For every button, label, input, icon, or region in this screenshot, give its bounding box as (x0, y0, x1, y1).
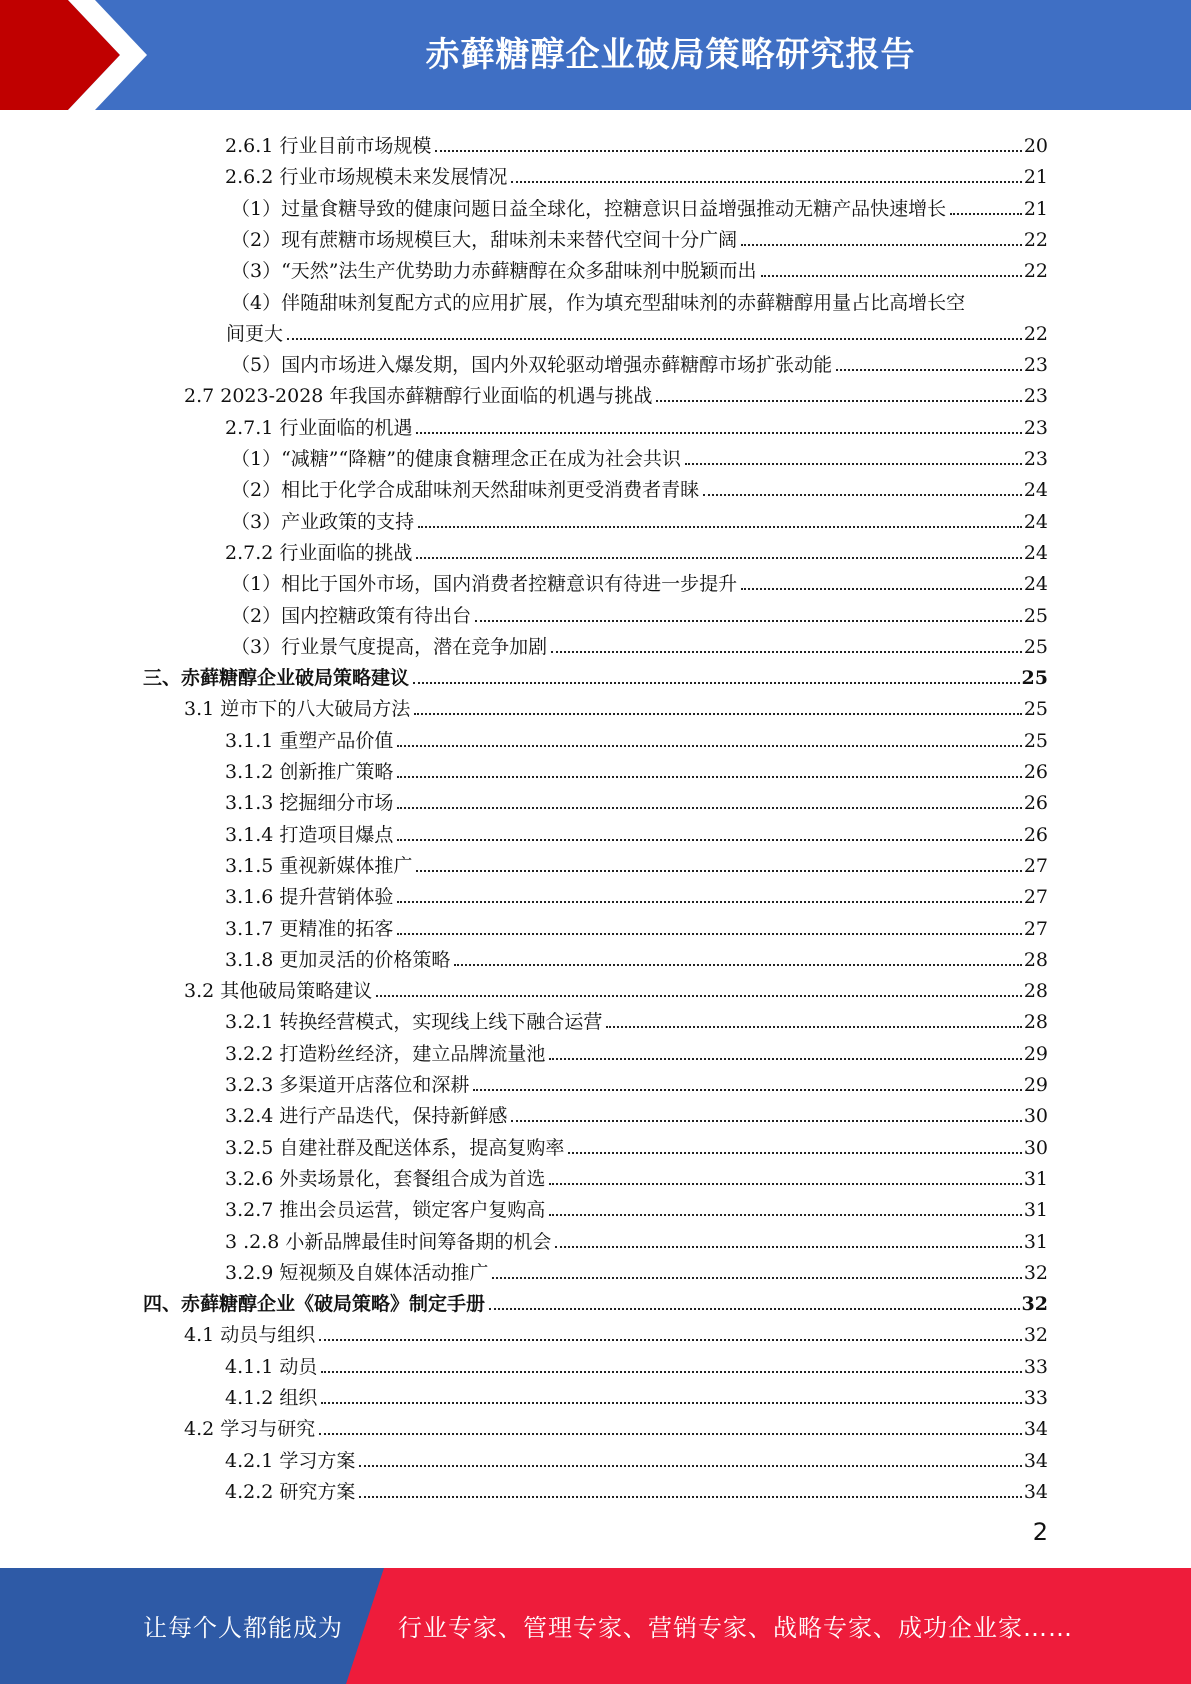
toc-entry-continued[interactable] (226, 315, 1048, 346)
toc-leader-dots (549, 1214, 1021, 1216)
toc-entry-page: 23 (1023, 448, 1048, 470)
toc-entry-label: 3.2.5 自建社群及配送体系，提高复购率 (225, 1136, 565, 1159)
toc-entry-label: （4）伴随甜味剂复配方式的应用扩展，作为填充型甜味剂的赤藓糖醇用量占比高增长空 (231, 291, 966, 314)
toc-entry-label: 4.2.1 学习方案 (225, 1449, 356, 1472)
toc-leader-dots (413, 682, 1020, 684)
toc-entry-label: 3.2.1 转换经营模式，实现线上线下融合运营 (225, 1011, 603, 1034)
toc-entry[interactable] (225, 1348, 1048, 1379)
toc-leader-dots (492, 1277, 1021, 1279)
toc-leader-dots (416, 432, 1021, 434)
toc-leader-dots (397, 933, 1021, 935)
toc-leader-dots (475, 620, 1022, 622)
toc-entry-label: 2.7.1 行业面临的机遇 (225, 416, 413, 439)
toc-entry-page: 27 (1023, 917, 1048, 940)
toc-entry-page: 22 (1023, 228, 1048, 251)
toc-leader-dots (473, 1089, 1021, 1091)
toc-leader-dots (359, 1496, 1021, 1498)
toc-entry-page: 25 (1023, 729, 1048, 752)
toc-entry-label: （1）“减糖”“降糖”的健康食糖理念正在成为社会共识 (231, 448, 681, 470)
report-title: 赤藓糖醇企业破局策略研究报告 (425, 35, 916, 75)
toc-entry[interactable] (184, 972, 1048, 1003)
toc-entry-page: 28 (1023, 1011, 1048, 1034)
toc-entry-page: 29 (1023, 1074, 1048, 1096)
toc-entry-label: （2）相比于化学合成甜味剂天然甜味剂更受消费者青睐 (231, 479, 700, 502)
toc-entry-label: 4.1.1 动员 (225, 1355, 318, 1378)
toc-entry-page: 31 (1023, 1230, 1048, 1253)
toc-entry[interactable] (225, 409, 1048, 440)
toc-entry-label: 四、赤藓糖醇企业《破局策略》制定手册 (143, 1293, 486, 1316)
toc-entry-page: 29 (1023, 1042, 1048, 1065)
toc-leader-dots (397, 745, 1021, 747)
toc-entry[interactable] (231, 346, 1048, 377)
header-arrow-decoration (0, 0, 160, 110)
toc-entry-page: 26 (1023, 761, 1048, 783)
toc-entry-label: 3.2.2 打造粉丝经济，建立品牌流量池 (225, 1042, 546, 1065)
toc-entry[interactable] (225, 158, 1048, 189)
toc-entry[interactable] (225, 1129, 1048, 1160)
toc-entry[interactable] (225, 941, 1048, 972)
toc-entry-page: 34 (1023, 1480, 1048, 1503)
toc-leader-dots (416, 557, 1021, 559)
toc-leader-dots (435, 150, 1021, 152)
toc-entry-page: 21 (1023, 166, 1048, 189)
toc-entry-page: 34 (1023, 1449, 1048, 1472)
toc-entry-page: 32 (1023, 1261, 1048, 1284)
toc-entry-label: 3.2.3 多渠道开店落位和深耕 (225, 1074, 470, 1096)
toc-leader-dots (703, 494, 1022, 496)
toc-leader-dots (416, 870, 1021, 872)
toc-leader-dots (549, 1183, 1021, 1185)
toc-entry-page: 25 (1023, 604, 1048, 627)
toc-entry-page: 23 (1023, 354, 1048, 377)
toc-entry-label: 4.2.2 研究方案 (225, 1480, 356, 1503)
toc-leader-dots (741, 244, 1022, 246)
toc-entry-page: 24 (1023, 573, 1048, 596)
toc-entry[interactable] (225, 722, 1048, 753)
toc-leader-dots (551, 651, 1022, 653)
toc-entry[interactable] (225, 1035, 1048, 1066)
toc-entry[interactable] (225, 1160, 1048, 1191)
toc-leader-dots (454, 964, 1021, 966)
toc-entry-page: 33 (1023, 1387, 1048, 1409)
toc-entry-page: 32 (1021, 1293, 1048, 1316)
toc-entry-page: 24 (1023, 510, 1048, 533)
page-number: 2 (1032, 1518, 1048, 1546)
toc-entry[interactable] (231, 440, 1048, 471)
toc-entry-page: 22 (1023, 260, 1048, 283)
toc-entry[interactable] (225, 816, 1048, 847)
toc-entry-page: 23 (1023, 416, 1048, 439)
toc-entry-label: 2.6.1 行业目前市场规模 (225, 135, 432, 157)
toc-entry-label: 3.2.7 推出会员运营，锁定客户复购高 (225, 1199, 546, 1222)
toc-entry[interactable] (184, 377, 1048, 408)
toc-entry[interactable] (225, 1223, 1048, 1254)
toc-entry[interactable] (225, 1473, 1048, 1504)
toc-leader-dots (606, 1026, 1021, 1028)
toc-entry-label: 3.1.1 重塑产品价值 (225, 729, 394, 752)
page-footer (0, 1568, 1191, 1684)
toc-entry[interactable] (231, 503, 1048, 534)
toc-entry-label: （3）行业景气度提高，潜在竞争加剧 (231, 635, 548, 658)
toc-leader-dots (511, 1120, 1021, 1122)
toc-entry-label: （5）国内市场进入爆发期，国内外双轮驱动增强赤藓糖醇市场扩张动能 (231, 354, 833, 377)
toc-entry[interactable] (225, 878, 1048, 909)
toc-leader-dots (741, 588, 1022, 590)
toc-entry-page: 27 (1023, 854, 1048, 877)
toc-leader-dots (950, 213, 1022, 215)
toc-entry[interactable] (184, 690, 1048, 721)
toc-leader-dots (397, 776, 1021, 778)
toc-entry-label: 三、赤藓糖醇企业破局策略建议 (143, 667, 410, 690)
toc-entry-label: 3.1.5 重视新媒体推广 (225, 854, 413, 877)
toc-leader-dots (287, 338, 1022, 340)
toc-leader-dots (836, 369, 1022, 371)
toc-entry-label: 4.2 学习与研究 (184, 1418, 316, 1441)
toc-entry-label: （2）现有蔗糖市场规模巨大，甜味剂未来替代空间十分广阔 (231, 228, 738, 251)
toc-entry-page: 34 (1023, 1418, 1048, 1441)
toc-entry[interactable] (231, 284, 1048, 315)
toc-entry[interactable] (225, 1254, 1048, 1285)
toc-entry-page: 26 (1023, 823, 1048, 846)
toc-leader-dots (656, 400, 1021, 402)
toc-entry-page: 33 (1023, 1355, 1048, 1378)
toc-entry-label: 2.7.2 行业面临的挑战 (225, 541, 413, 564)
toc-entry-label-continued: 间更大 (226, 322, 284, 345)
toc-entry[interactable] (225, 784, 1048, 815)
toc-entry-page: 24 (1023, 479, 1048, 502)
toc-entry-page: 21 (1023, 197, 1048, 220)
toc-entry-page: 30 (1023, 1105, 1048, 1128)
toc-leader-dots (319, 1433, 1022, 1435)
toc-leader-dots (397, 901, 1021, 903)
toc-entry-page: 31 (1023, 1167, 1048, 1190)
toc-entry-label: （1）过量食糖导致的健康问题日益全球化，控糖意识日益增强推动无糖产品快速增长 (231, 197, 947, 220)
toc-entry-label: 4.1 动员与组织 (184, 1324, 316, 1347)
toc-entry-page: 32 (1023, 1324, 1048, 1347)
toc-chapter-entry[interactable] (143, 659, 1048, 690)
toc-entry-label: 3.1.8 更加灵活的价格策略 (225, 948, 451, 971)
toc-entry-page: 28 (1023, 980, 1048, 1003)
toc-entry[interactable] (231, 597, 1048, 628)
toc-entry[interactable] (184, 1316, 1048, 1347)
toc-entry-label: 3.1 逆市下的八大破局方法 (184, 698, 411, 721)
toc-entry[interactable] (225, 1097, 1048, 1128)
toc-entry-page: 26 (1023, 792, 1048, 815)
toc-entry-label: 4.1.2 组织 (225, 1387, 318, 1409)
toc-entry[interactable] (225, 1379, 1048, 1410)
toc-leader-dots (555, 1246, 1021, 1248)
footer-slogan-right: 行业专家、管理专家、营销专家、战略专家、成功企业家…… (398, 1614, 1073, 1642)
toc-leader-dots (489, 1308, 1020, 1310)
toc-leader-dots (685, 463, 1022, 465)
toc-entry[interactable] (231, 190, 1048, 221)
toc-entry-label: 3.2.4 进行产品迭代，保持新鲜感 (225, 1105, 508, 1128)
toc-entry-label: （1）相比于国外市场，国内消费者控糖意识有待进一步提升 (231, 573, 738, 596)
toc-entry[interactable] (225, 847, 1048, 878)
toc-leader-dots (321, 1402, 1021, 1404)
toc-entry-label: 2.7 2023-2028 年我国赤藓糖醇行业面临的机遇与挑战 (184, 385, 653, 408)
toc-entry-label: 3.2.9 短视频及自媒体活动推广 (225, 1261, 489, 1284)
toc-entry-page: 25 (1023, 698, 1048, 721)
toc-entry-page: 30 (1023, 1136, 1048, 1159)
toc-entry-page: 20 (1023, 135, 1048, 157)
toc-leader-dots (511, 181, 1021, 183)
toc-entry-page: 25 (1023, 635, 1048, 658)
toc-leader-dots (549, 1058, 1021, 1060)
toc-leader-dots (568, 1152, 1021, 1154)
toc-entry[interactable] (231, 565, 1048, 596)
toc-leader-dots (319, 1339, 1022, 1341)
toc-entry[interactable] (225, 1003, 1048, 1034)
toc-entry-label: 3.1.7 更精准的拓客 (225, 917, 394, 940)
toc-entry[interactable] (225, 127, 1048, 158)
toc-entry-label: 3.1.4 打造项目爆点 (225, 823, 394, 846)
toc-entry-page: 23 (1023, 385, 1048, 408)
toc-entry-label: 3.1.3 挖掘细分市场 (225, 792, 394, 815)
toc-entry[interactable] (225, 910, 1048, 941)
toc-entry[interactable] (184, 1410, 1048, 1441)
toc-entry[interactable] (231, 252, 1048, 283)
toc-entry-page: 25 (1021, 667, 1048, 690)
toc-leader-dots (418, 526, 1022, 528)
toc-entry-label: 3 .2.8 小新品牌最佳时间筹备期的机会 (225, 1230, 552, 1253)
toc-leader-dots (376, 995, 1022, 997)
toc-entry-label: 3.1.6 提升营销体验 (225, 886, 394, 909)
toc-leader-dots (397, 807, 1021, 809)
toc-leader-dots (321, 1371, 1021, 1373)
toc-leader-dots (359, 1465, 1021, 1467)
toc-entry-label: 3.2.6 外卖场景化，套餐组合成为首选 (225, 1167, 546, 1190)
toc-entry-label: 2.6.2 行业市场规模未来发展情况 (225, 166, 508, 189)
toc-entry-page: 22 (1023, 322, 1048, 345)
toc-entry-page: 31 (1023, 1199, 1048, 1222)
toc-entry-label: （3）“天然”法生产优势助力赤藓糖醇在众多甜味剂中脱颖而出 (231, 260, 757, 283)
toc-entry[interactable] (231, 628, 1048, 659)
toc-entry-page: 28 (1023, 948, 1048, 971)
toc-entry-label: 3.2 其他破局策略建议 (184, 980, 373, 1003)
toc-entry[interactable] (225, 753, 1048, 784)
toc-entry[interactable] (225, 1066, 1048, 1097)
toc-entry-label: （3）产业政策的支持 (231, 510, 415, 533)
toc-leader-dots (761, 275, 1022, 277)
toc-entry[interactable] (225, 1191, 1048, 1222)
toc-entry[interactable] (231, 221, 1048, 252)
toc-leader-dots (397, 839, 1021, 841)
toc-entry[interactable] (225, 1442, 1048, 1473)
toc-entry-label: （2）国内控糖政策有待出台 (231, 604, 472, 627)
toc-entry[interactable] (231, 471, 1048, 502)
toc-entry-page: 24 (1023, 541, 1048, 564)
footer-slogan-left: 让每个人都能成为 (143, 1614, 343, 1642)
toc-chapter-entry[interactable] (143, 1285, 1048, 1316)
toc-entry[interactable] (225, 534, 1048, 565)
page-header (0, 0, 1191, 110)
toc-leader-dots (414, 713, 1022, 715)
toc-entry-label: 3.1.2 创新推广策略 (225, 761, 394, 783)
toc-entry-page: 27 (1023, 886, 1048, 909)
